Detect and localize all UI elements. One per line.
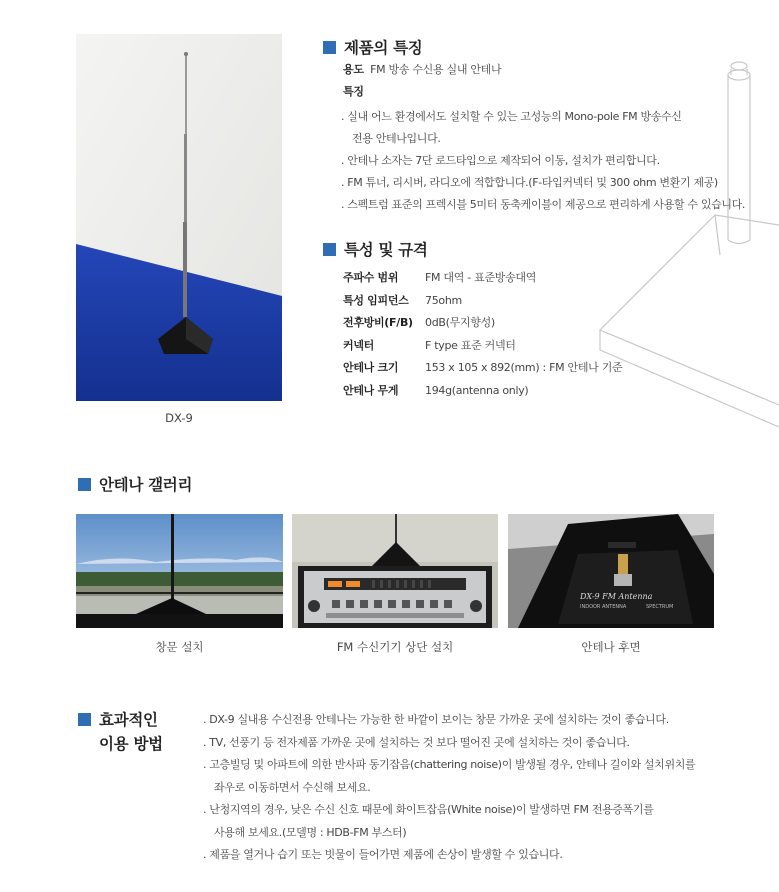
product-model-caption: DX-9 [165,411,193,425]
usage-item: . 난청지역의 경우, 낮은 수신 신호 때문에 화이트잡음(White noise)이 발생하면 FM 전용증폭기를 [203,803,654,816]
bullet-square-icon [78,478,91,491]
feature-item: . 안테나 소자는 7단 로드타입으로 제작되어 이동, 설치가 편리합니다. [341,154,660,167]
usage-item: . TV, 선풍기 등 전자제품 가까운 곳에 설치하는 것 보다 떨어진 곳에 설치하는 것이 좋습니다. [203,735,630,749]
usage-list [203,709,695,867]
spec-row: 주파수 범위 FM 대역 - 표준방송대역 [343,271,537,284]
usage-item: . 고층빌딩 및 아파트에 의한 반사파 동기잡음(chattering noise)이 발생될 경우, 안테나 길이와 설치위치를 [203,758,696,771]
rear-panel-text: DX-9 FM Antenna [580,592,653,601]
usage-item: . DX-9 실내용 수신전용 안테나는 가능한 한 바깥이 보이는 창문 가까운 곳에 설치하는 것이 좋습니다. [203,713,669,726]
spec-row: 특성 임피던스 75ohm [343,293,462,307]
bullet-square-icon [78,713,91,726]
feature-label: 특징 [343,85,364,98]
gallery-caption: 안테나 후면 [581,640,641,654]
feature-item: 전용 안테나입니다. [352,132,441,145]
spec-row: 안테나 무게 194g(antenna only) [343,383,529,397]
specs-table [343,267,622,402]
feature-item: . FM 튜너, 리시버, 라디오에 적합합니다.(F-타입커넥터 및 300 ohm 변환기 제공) [341,176,718,189]
gallery-image-rear [508,514,714,628]
features-heading: 제품의 특징 [323,36,422,58]
usage-heading: 효과적인 이용 방법 [78,708,163,756]
product-photo [76,34,282,401]
usage-item: . 제품을 열거나 습기 또는 빗물이 들어가면 제품에 손상이 발생할 수 있습니다. [203,848,563,861]
spec-row: 안테나 크기 153 x 105 x 892(mm) : FM 안테나 기준 [343,361,623,374]
feature-item: . 실내 어느 환경에서도 설치할 수 있는 고성능의 Mono-pole FM 방송수신 [341,110,682,123]
specs-heading: 특성 및 규격 [323,238,428,260]
rear-panel-brand: SPECTRUM [646,604,674,610]
spec-row: 커넥터 F type 표준 커넥터 [343,338,516,352]
feature-item: . 스펙트럼 표준의 프렉시블 5미터 동축케이블이 제공으로 편리하게 사용할 수 있습니다. [341,198,746,211]
usage-item: 사용해 보세요.(모델명 : HDB-FM 부스터) [214,825,407,839]
gallery-image-window [76,514,283,628]
rear-panel-subtext: INDOOR ANTENNA [580,604,627,610]
bullet-square-icon [323,41,336,54]
gallery-image-receiver [292,514,498,628]
gallery-heading: 안테나 갤러리 [78,473,192,495]
bullet-square-icon [323,243,336,256]
gallery-caption: 창문 설치 [155,640,204,654]
spec-row: 전후방비(F/B) 0dB(무지향성) [343,316,495,329]
feature-list [341,106,745,216]
usage-row: 용도 FM 방송 수신용 실내 안테나 [343,63,502,76]
usage-item: 좌우로 이동하면서 수신해 보세요. [214,780,371,794]
gallery-caption: FM 수신기기 상단 설치 [336,640,454,654]
